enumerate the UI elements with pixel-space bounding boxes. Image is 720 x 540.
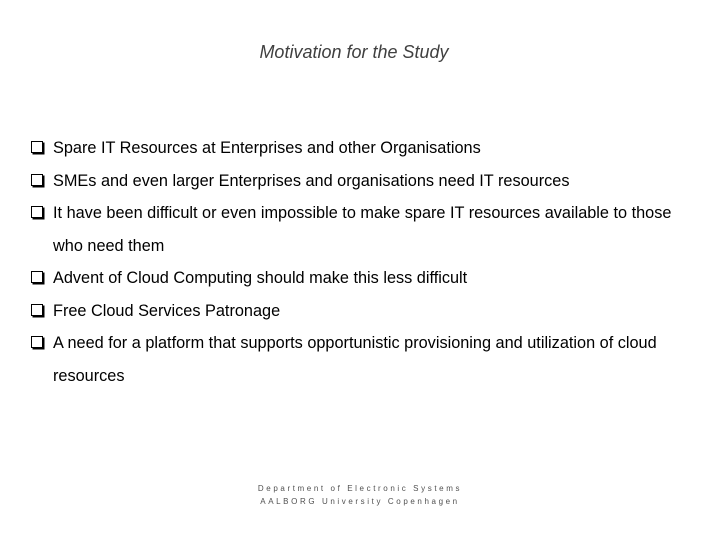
square-bullet-icon: [31, 336, 43, 348]
bullet-text: It have been difficult or even impossible to make spare IT resources available to those who need them: [53, 204, 672, 255]
bullet-text: SMEs and even larger Enterprises and organisations need IT resources: [53, 171, 570, 190]
bullet-item: [31, 295, 691, 328]
bullet-text: Free Cloud Services Patronage: [53, 301, 281, 320]
bullet-list: [31, 132, 691, 392]
bullet-item: [31, 197, 691, 262]
square-bullet-icon: [31, 304, 43, 316]
bullet-text: Advent of Cloud Computing should make this less difficult: [53, 269, 468, 287]
bullet-item: [31, 132, 691, 165]
square-bullet-icon: [31, 141, 43, 153]
square-bullet-icon: [31, 271, 43, 283]
slide-title: Motivation for the Study: [259, 42, 449, 62]
square-bullet-icon: [31, 174, 43, 186]
bullet-item: [31, 262, 691, 295]
slide-footer: [180, 482, 540, 508]
footer-university: AALBORG University Copenhagen: [260, 497, 460, 506]
bullet-item: [31, 327, 691, 392]
bullet-text: Spare IT Resources at Enterprises and other Organisations: [53, 139, 481, 157]
bullet-text: A need for a platform that supports opportunistic provisioning and utilization of cloud resources: [53, 334, 657, 385]
square-bullet-icon: [31, 206, 43, 218]
footer-department: Department of Electronic Systems: [257, 484, 463, 493]
bullet-item: [31, 165, 691, 198]
